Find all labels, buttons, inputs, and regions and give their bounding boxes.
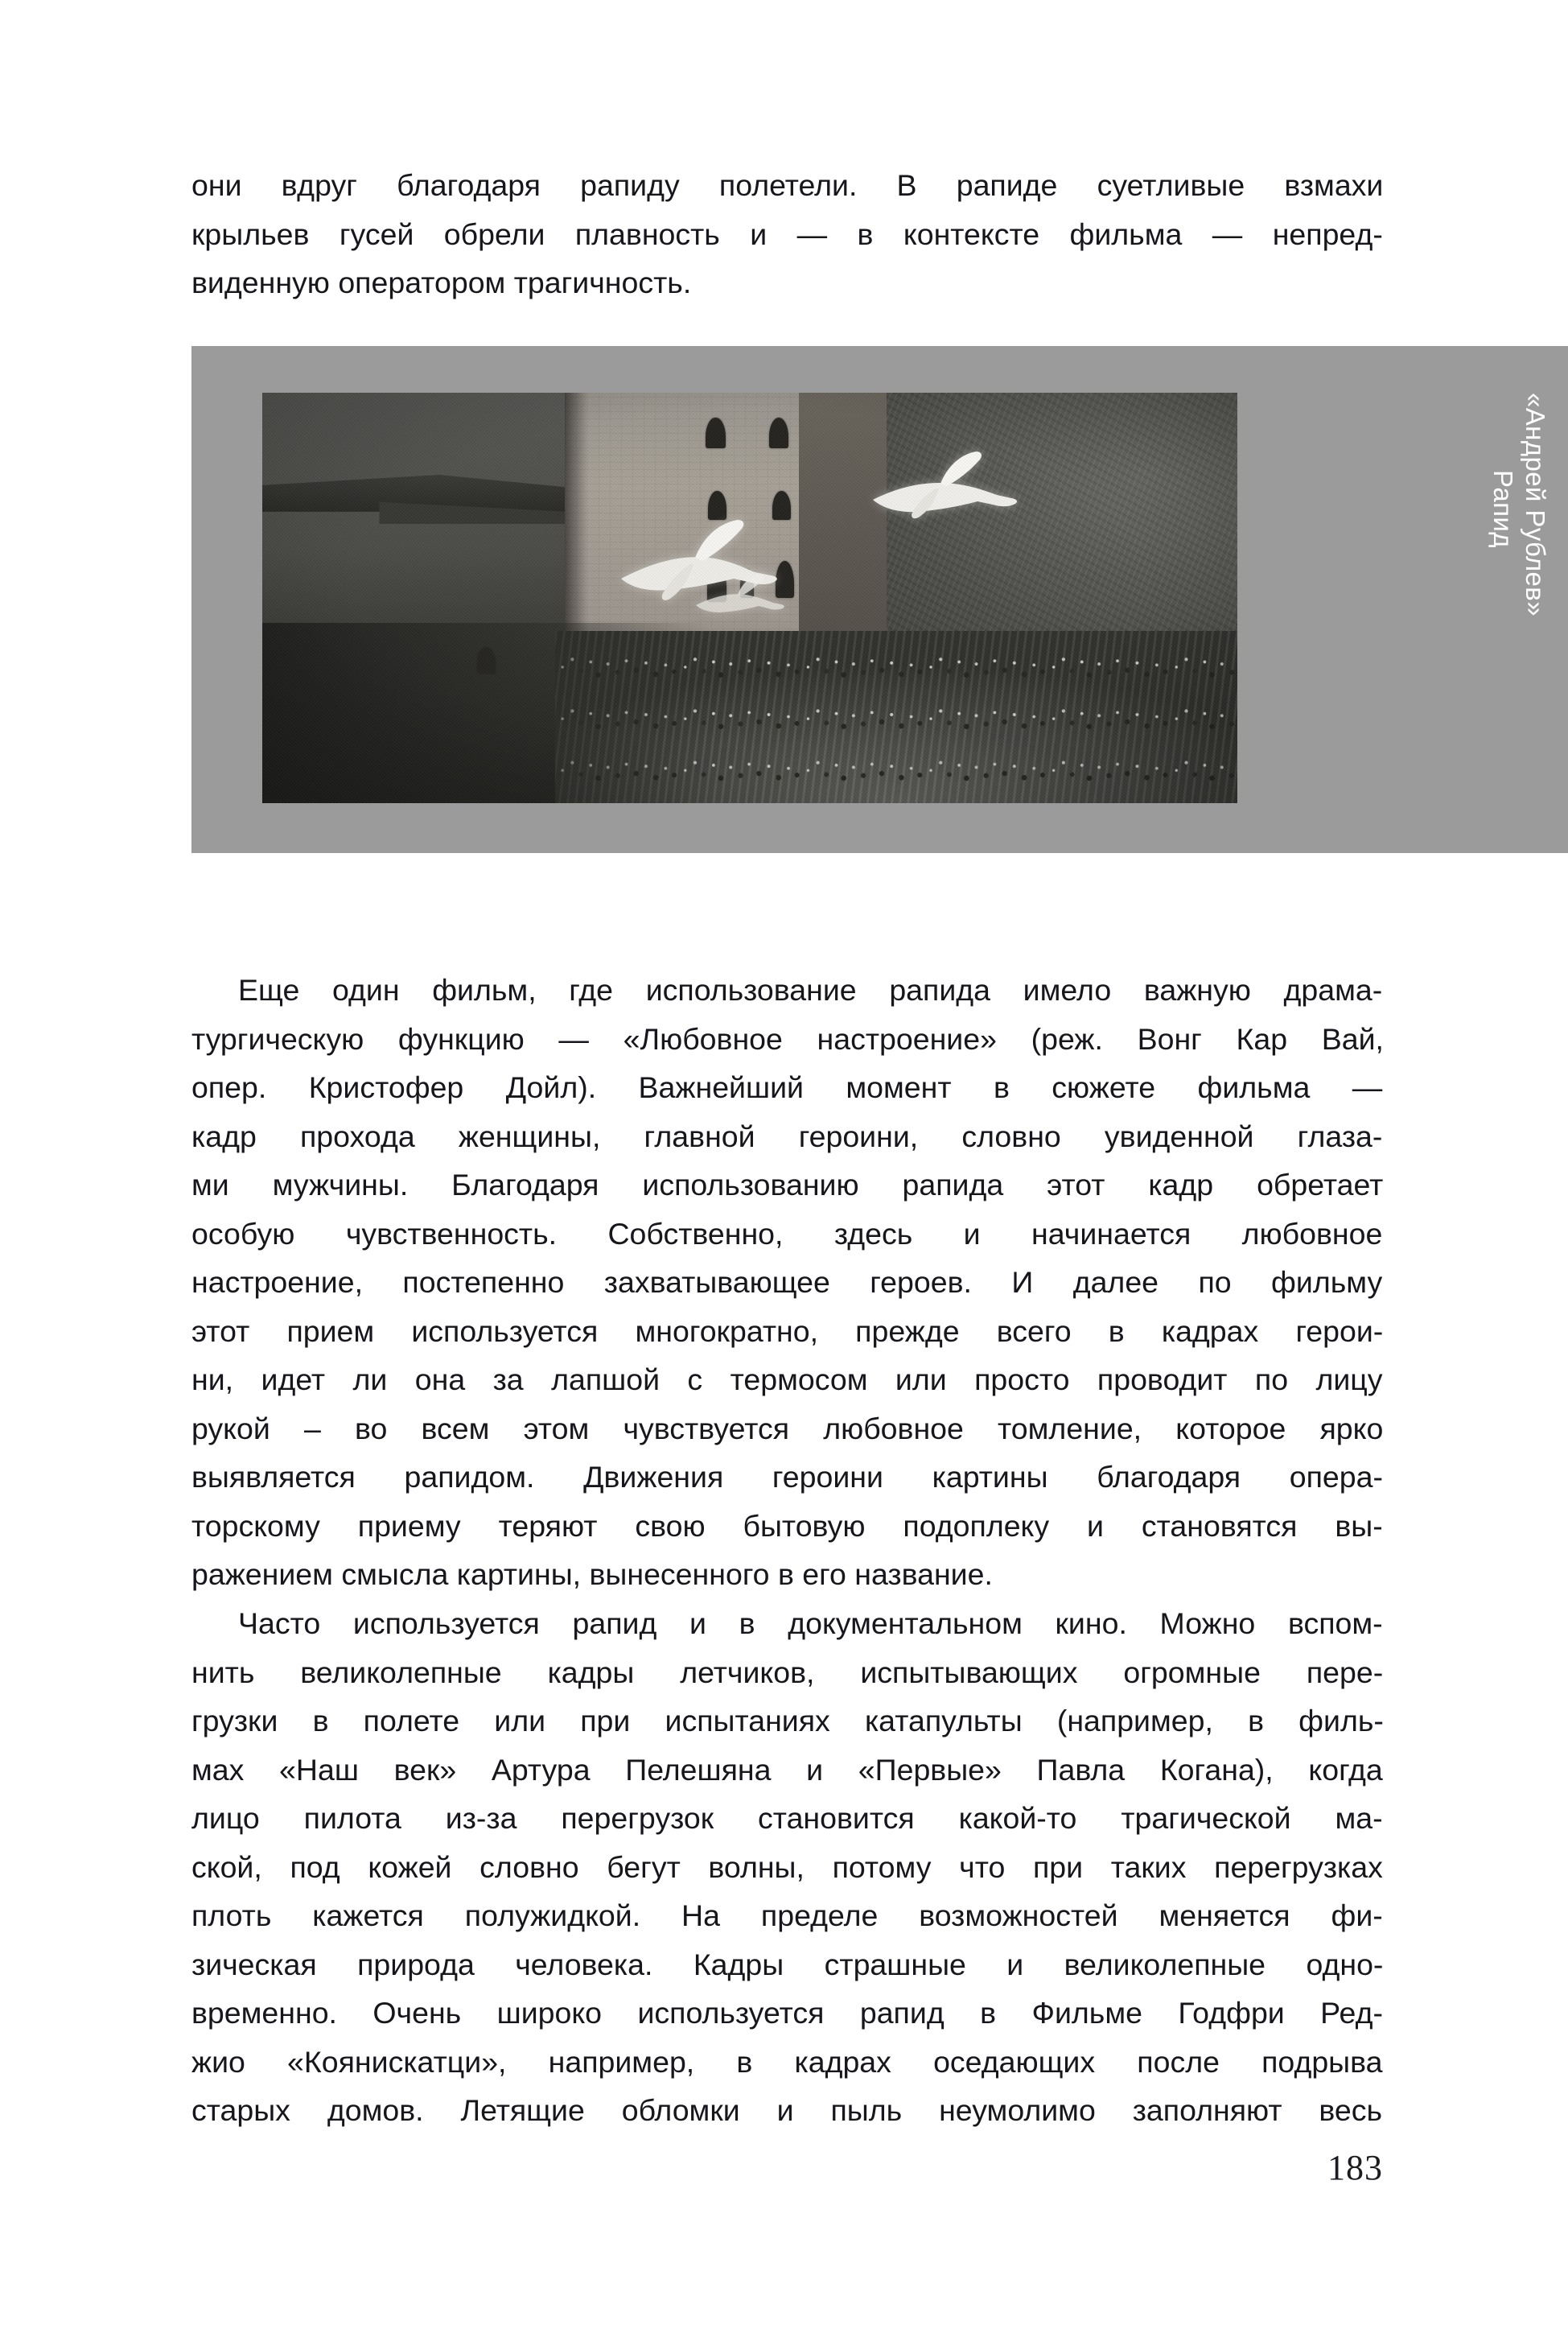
still-tower-window <box>706 418 725 448</box>
paragraph-top <box>191 161 1383 307</box>
text-line-content: нить великолепные кадры летчиков, испытывающих огромные пере- <box>191 1655 1384 1689</box>
text-line-content: плоть кажется полужидкой. На пределе возможностей меняется фи- <box>191 1898 1383 1932</box>
text-line <box>191 1355 1383 1404</box>
goose-icon <box>866 450 1027 524</box>
text-line <box>191 1989 1383 2038</box>
text-line <box>191 161 1383 210</box>
text-line <box>191 2086 1383 2135</box>
figure-block <box>191 346 1568 853</box>
text-line <box>191 1843 1383 1892</box>
text-line <box>191 1599 1383 1648</box>
text-line <box>191 1794 1383 1843</box>
text-line-content: особую чувственность. Собственно, здесь и начинается любовное <box>191 1216 1383 1251</box>
figure-caption-title: «Андрей Рублев» <box>1521 393 1550 616</box>
text-line-content: лицо пилота из-за перегрузок становится какой-то трагической ма- <box>191 1801 1383 1835</box>
text-line-content: опер. Кристофер Дойл). Важнейший момент в сюжете фильма — <box>191 1070 1383 1104</box>
text-line <box>191 1404 1383 1453</box>
text-line <box>191 1891 1383 1940</box>
text-line-content: временно. Очень широко используется рапид в Фильме Годфри Ред- <box>191 1996 1383 2030</box>
still-smoke-haze <box>262 623 711 803</box>
text-line <box>191 1210 1383 1259</box>
text-line-content: зическая природа человека. Кадры страшные и великолепные одно- <box>191 1947 1384 1981</box>
figure-caption-subtitle: Рапид <box>1488 470 1518 548</box>
text-line-content: крыльев гусей обрели плавность и — в контексте фильма — непред- <box>191 216 1383 251</box>
text-line <box>191 2038 1383 2087</box>
text-line-content: ской, под кожей словно бегут волны, потому что при таких перегрузках <box>191 1849 1383 1884</box>
text-line-content: старых домов. Летящие обломки и пыль неумолимо заполняют весь <box>191 2093 1383 2127</box>
text-line <box>191 1063 1383 1112</box>
text-line <box>191 1502 1383 1551</box>
film-still-image <box>262 393 1237 803</box>
text-line <box>191 258 1383 307</box>
text-line <box>191 1746 1383 1795</box>
text-line-content: выявляется рапидом. Движения героини картины благодаря опера- <box>191 1460 1383 1494</box>
text-line-content: грузки в полете или при испытаниях катапульты (например, в филь- <box>191 1704 1384 1737</box>
text-line-content: Часто используется рапид и в документальном кино. Можно вспом- <box>238 1606 1383 1640</box>
text-line-content: мах «Наш век» Артура Пелешяна и «Первые» Павла Когана), когда <box>191 1752 1383 1787</box>
text-line <box>191 1258 1383 1307</box>
page-number: 183 <box>1327 2148 1383 2187</box>
text-line-content: Еще один фильм, где использование рапида имело важную драма- <box>238 973 1383 1007</box>
text-line-content: торскому приему теряют свою бытовую подоплеку и становятся вы- <box>191 1508 1383 1543</box>
text-line <box>191 1550 1383 1599</box>
figure-caption <box>1488 393 1550 803</box>
text-line <box>191 1453 1383 1502</box>
text-line <box>191 966 1383 1015</box>
text-line-content: ми мужчины. Благодаря использованию рапида этот кадр обретает <box>191 1168 1384 1202</box>
text-line-content: кадр прохода женщины, главной героини, словно увиденной глаза- <box>191 1119 1383 1153</box>
text-line-content: рукой – во всем этом чувствуется любовное томление, которое ярко <box>191 1411 1384 1445</box>
text-line <box>191 1696 1383 1746</box>
paragraph-three <box>191 1599 1383 2135</box>
text-line <box>191 210 1383 259</box>
text-line-content: виденную оператором трагичность. <box>191 266 692 299</box>
text-line-content: они вдруг благодаря рапиду полетели. В рапиде суетливые взмахи <box>191 168 1384 202</box>
text-line <box>191 1648 1383 1697</box>
text-line-content: ни, идет ли она за лапшой с термосом или просто проводит по лицу <box>191 1362 1383 1396</box>
text-line <box>191 1112 1383 1161</box>
text-line-content: ражением смысла картины, вынесенного в его название. <box>191 1557 993 1591</box>
text-line <box>191 1307 1383 1356</box>
text-line-content: жио «Коянискатци», например, в кадрах оседающих после подрыва <box>191 2044 1383 2079</box>
paragraph-two <box>191 966 1383 1599</box>
text-line <box>191 1015 1383 1064</box>
text-line-content: тургическую функцию — «Любовное настроение» (реж. Вонг Кар Вай, <box>191 1021 1384 1056</box>
goose-icon <box>691 573 788 621</box>
text-line <box>191 1940 1383 1989</box>
text-line-content: настроение, постепенно захватывающее героев. И далее по фильму <box>191 1265 1383 1299</box>
text-line-content: этот прием используется многократно, прежде всего в кадрах герои- <box>191 1313 1384 1348</box>
text-line <box>191 1160 1383 1210</box>
